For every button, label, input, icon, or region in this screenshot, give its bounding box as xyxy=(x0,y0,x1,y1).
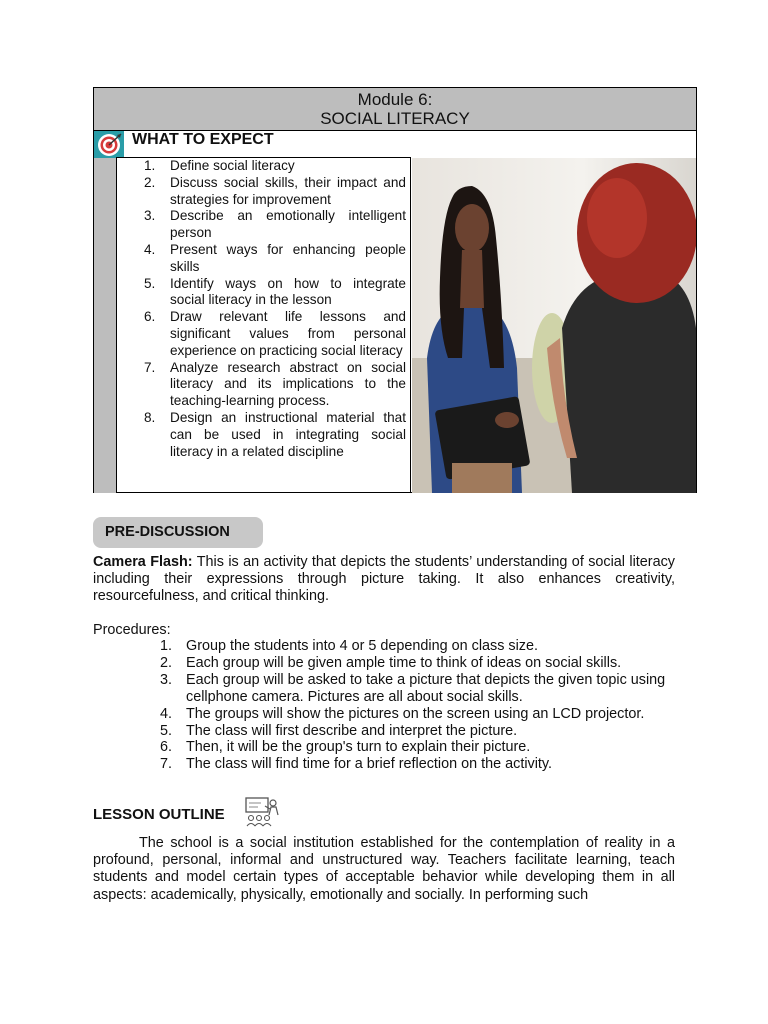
camera-flash-text: This is an activity that depicts the students’ understanding of social literacy including their expressions through picture taking. It also enhances creativity, resourcefulness, and critical thinking. xyxy=(93,554,675,604)
objective-item xyxy=(138,360,406,410)
list-item-number: 4. xyxy=(144,241,156,257)
list-item-text: Group the students into 4 or 5 depending on class size. xyxy=(186,638,538,654)
module-number: Module 6: xyxy=(357,90,433,109)
objective-item xyxy=(138,309,406,359)
side-strip xyxy=(94,158,117,493)
teacher-presentation-icon xyxy=(243,797,281,827)
module-title: SOCIAL LITERACY xyxy=(320,109,470,128)
list-item-text: Define social literacy xyxy=(170,158,295,173)
list-item-number: 3. xyxy=(160,671,173,688)
list-item-text: Draw relevant life lessons and significant values from personal experience on practicing social literacy xyxy=(170,309,406,358)
list-item-number: 7. xyxy=(160,756,173,773)
divider xyxy=(410,157,411,493)
lesson-outline-title: LESSON OUTLINE xyxy=(93,806,225,823)
procedure-item xyxy=(160,638,675,655)
procedure-item xyxy=(160,756,675,773)
what-to-expect-row xyxy=(94,130,696,157)
list-item-number: 4. xyxy=(160,705,173,722)
objective-item xyxy=(138,158,406,175)
list-item-text: Describe an emotionally intelligent person xyxy=(170,208,406,241)
list-item-text: The class will find time for a brief reflection on the activity. xyxy=(186,756,553,773)
camera-flash-label: Camera Flash: xyxy=(93,554,193,570)
list-item-number: 1. xyxy=(160,638,173,654)
target-icon xyxy=(94,131,124,158)
objective-item xyxy=(138,276,406,310)
list-item-number: 8. xyxy=(144,409,156,425)
list-item-number: 1. xyxy=(144,158,156,173)
procedure-item xyxy=(160,655,675,672)
list-item-text: Discuss social skills, their impact and strategies for improvement xyxy=(170,174,406,207)
list-item-text: Identify ways on how to integrate social literacy in the lesson xyxy=(170,275,406,308)
what-to-expect-title: WHAT TO EXPECT xyxy=(132,131,274,148)
list-item-text: Analyze research abstract on social literacy and its implications to the teaching-learning process. xyxy=(170,359,406,409)
list-item-text: Design an instructional material that can be used in integrating social literacy in a related discipline xyxy=(170,409,406,459)
objectives-list xyxy=(138,158,406,460)
classroom-photo xyxy=(412,158,696,493)
module-box xyxy=(93,87,697,493)
objective-item xyxy=(138,175,406,209)
list-item-number: 6. xyxy=(160,739,173,756)
procedure-item xyxy=(160,672,675,706)
list-item-number: 3. xyxy=(144,208,156,224)
objective-item xyxy=(138,208,406,242)
list-item-number: 7. xyxy=(144,359,156,375)
list-item-number: 2. xyxy=(144,174,156,190)
procedure-item xyxy=(160,706,675,723)
list-item-text: Present ways for enhancing people skills xyxy=(170,241,406,274)
list-item-text: The class will first describe and interpret the picture. xyxy=(186,722,518,739)
list-item-number: 2. xyxy=(160,654,173,671)
list-item-text: Then, it will be the group's turn to explain their picture. xyxy=(186,739,531,756)
module-header xyxy=(94,88,696,131)
list-item-number: 6. xyxy=(144,309,156,325)
procedures-label: Procedures: xyxy=(93,622,171,638)
camera-flash-paragraph xyxy=(93,554,675,605)
list-item-number: 5. xyxy=(144,275,156,291)
procedure-item xyxy=(160,739,675,756)
list-item-text: The groups will show the pictures on the screen using an LCD projector. xyxy=(186,705,645,722)
pre-discussion-label: PRE-DISCUSSION xyxy=(93,517,263,548)
procedures-list xyxy=(160,638,675,773)
objective-item xyxy=(138,410,406,460)
lesson-outline-paragraph: The school is a social institution established for the contemplation of reality in a profound, personal, informal and unstructured way. Teachers facilitate learning, teach students and model certain types of acceptable behavior while developing them in all aspects: academically, physically, emotionally and socially. In performing such xyxy=(93,835,675,903)
objective-item xyxy=(138,242,406,276)
list-item-text: Each group will be given ample time to think of ideas on social skills. xyxy=(186,654,622,671)
list-item-number: 5. xyxy=(160,722,173,739)
procedure-item xyxy=(160,723,675,740)
list-item-text: Each group will be asked to take a picture that depicts the given topic using cellphone camera. Pictures are all about social skills. xyxy=(186,671,666,705)
